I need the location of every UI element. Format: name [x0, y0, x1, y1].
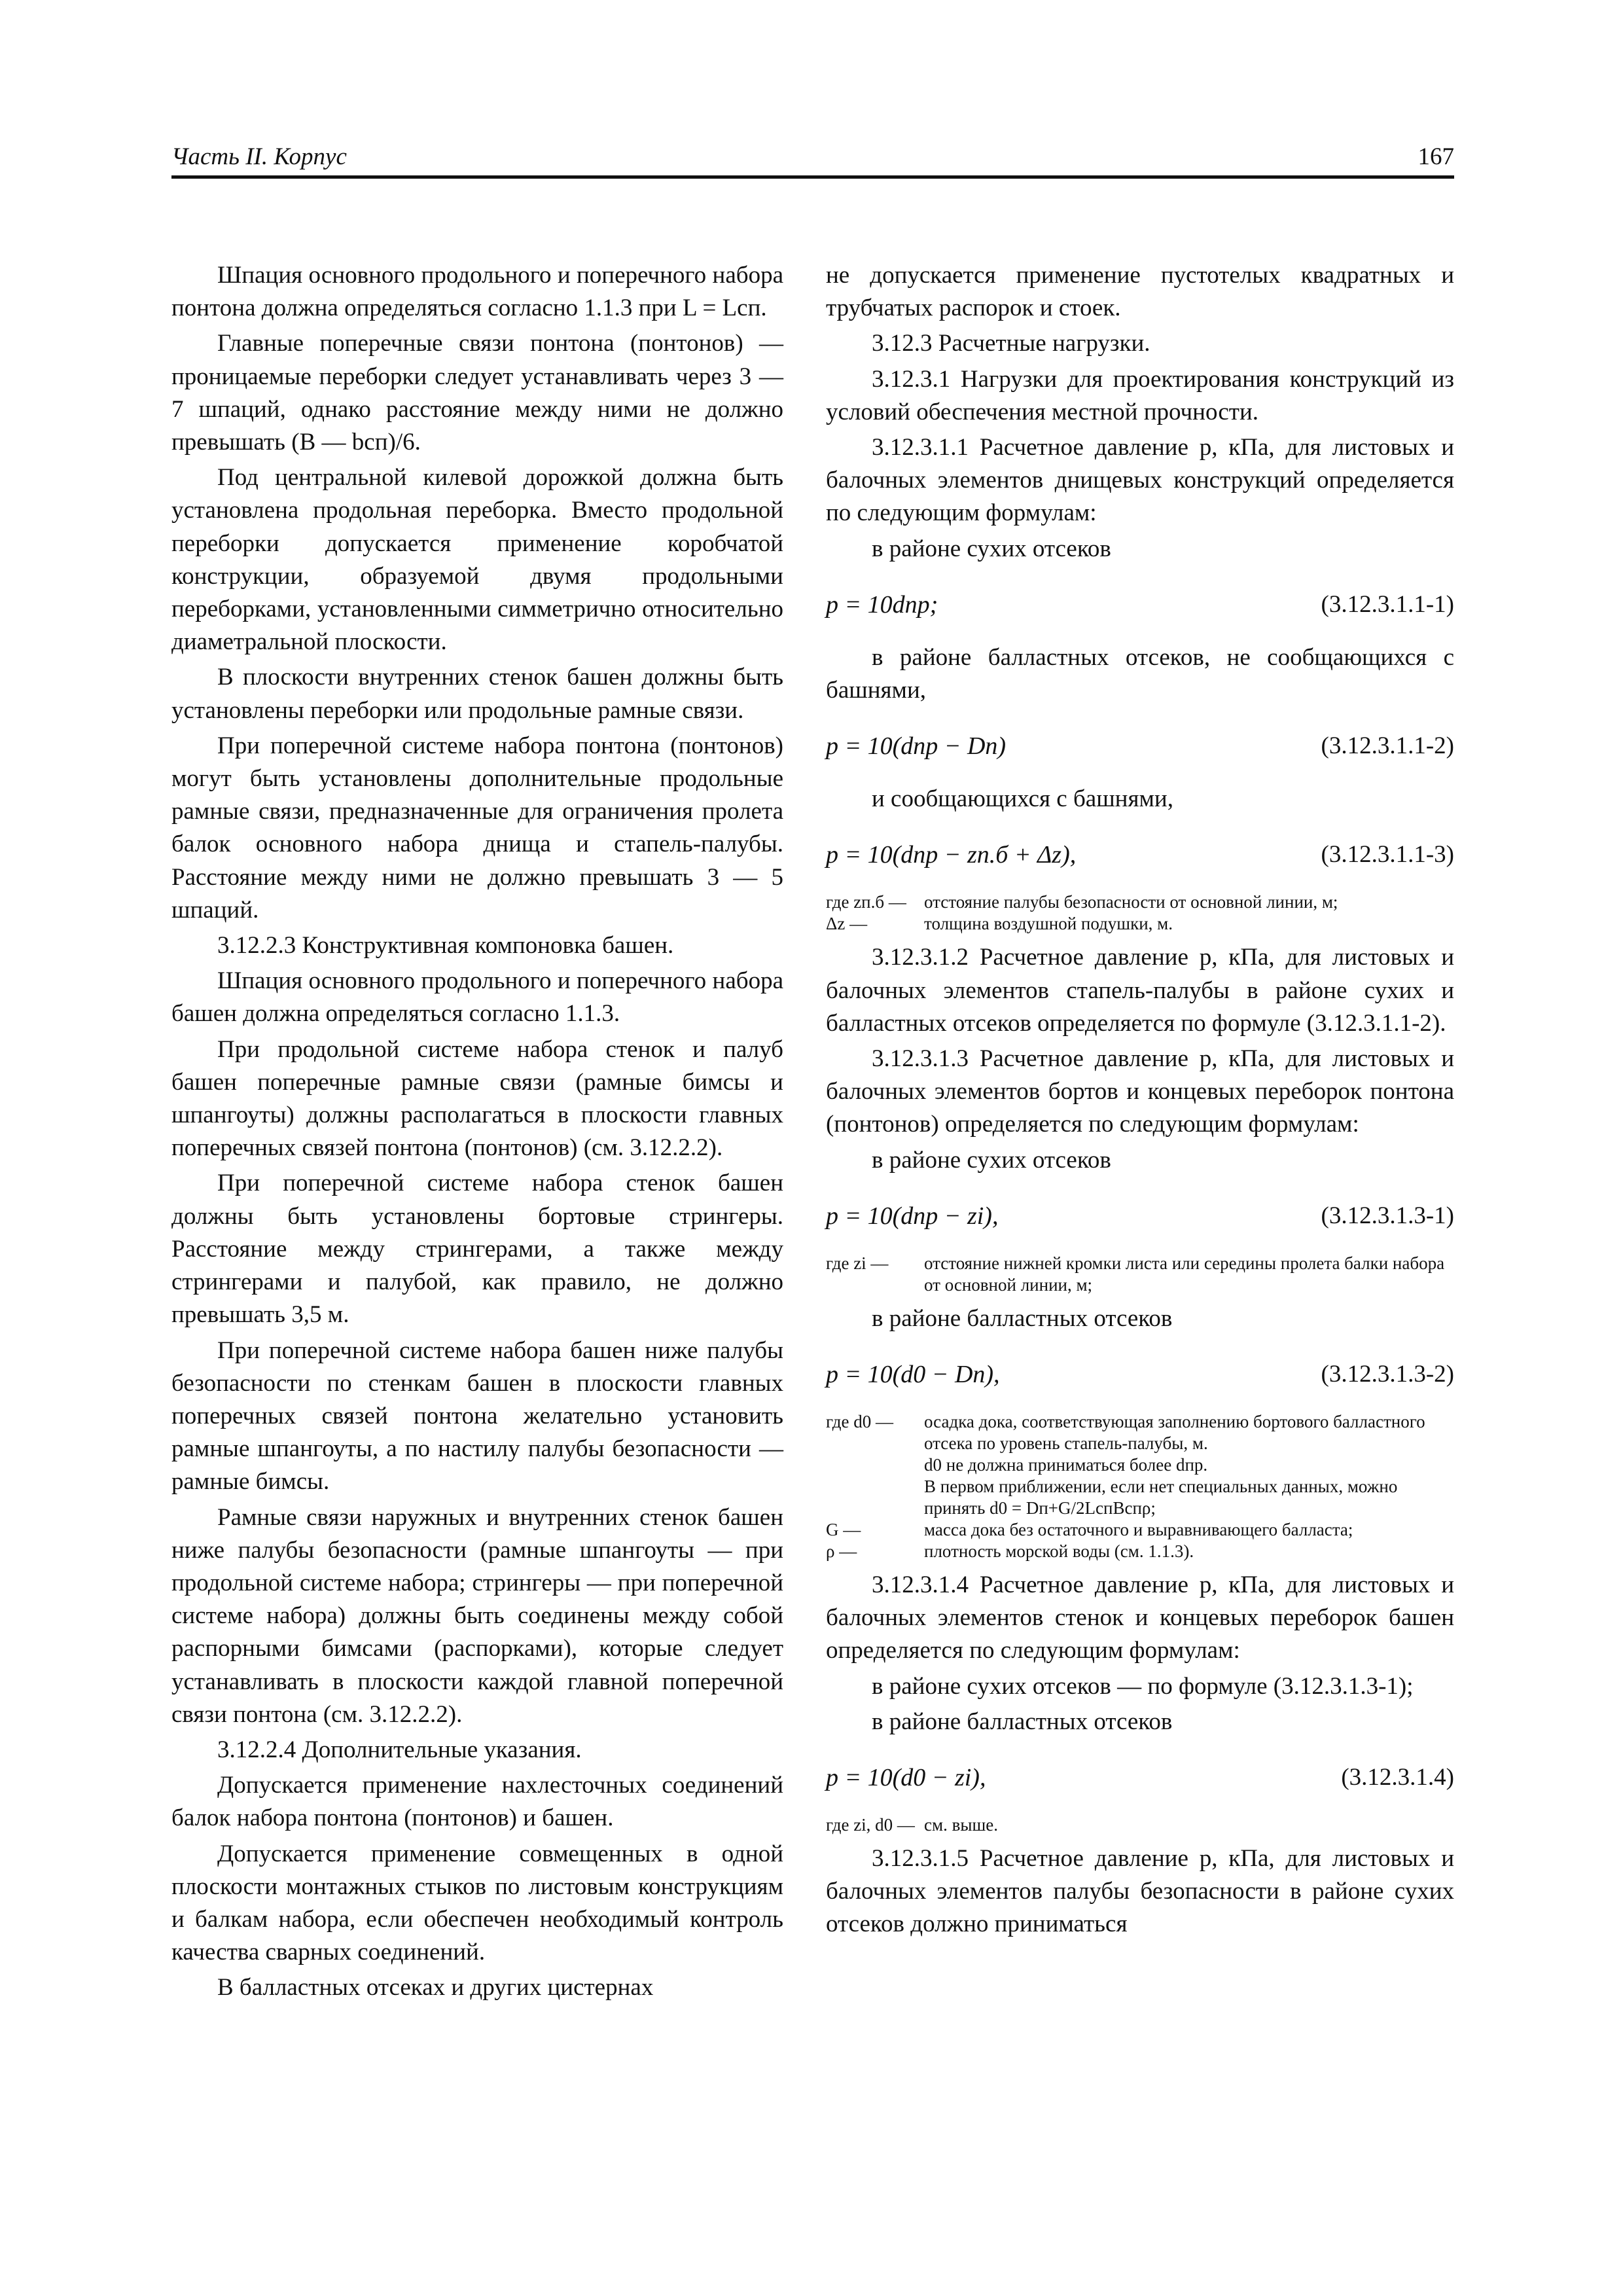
- definition-text: [924, 891, 1454, 913]
- definition-row: [826, 1519, 1454, 1541]
- definition-line: масса дока без остаточного и выравнивающего балласта;: [924, 1520, 1353, 1540]
- definition-symbol: где zп.б —: [826, 892, 906, 912]
- definition-row: [826, 1253, 1454, 1296]
- definition-text: [924, 1541, 1454, 1562]
- paragraph: Главные поперечные связи понтона (понтонов) — проницаемые переборки следует устанавливать через 3 — 7 шпаций, однако расстояние между ними не должно превышать (B — bсп)/6.: [171, 330, 783, 456]
- definition-line: отстояние нижней кромки листа или середины пролета балки набора от основной линии, м;: [924, 1253, 1445, 1295]
- paragraph: 3.12.3.1.2 Расчетное давление p, кПа, для листовых и балочных элементов стапель-палубы в районе сухих и балластных отсеков определяется по формуле (3.12.3.1.1-2).: [826, 944, 1454, 1037]
- definition-row: [826, 1541, 1454, 1562]
- paragraph: в районе балластных отсеков: [872, 1304, 1173, 1332]
- paragraph: в районе балластных отсеков: [872, 1708, 1173, 1735]
- definition-text: [924, 913, 1454, 935]
- left-column: [171, 259, 783, 2005]
- page-number: 167: [1418, 143, 1454, 170]
- paragraph: При поперечной системе набора понтона (понтонов) могут быть установлены дополнительные продольные рамные связи, предназначенные для ограничения пролета балок основного набора днища и стапель-палубы. Расстояние между ними не должно превышать 3 — 5 шпаций.: [171, 732, 783, 924]
- definition-line: d0 не должна приниматься более dпр.: [924, 1455, 1208, 1475]
- paragraph: в районе сухих отсеков: [872, 535, 1111, 562]
- paragraph: Шпация основного продольного и поперечного набора башен должна определяться согласно 1.1.3.: [171, 967, 783, 1028]
- paragraph: При поперечной системе набора стенок башен должны быть установлены бортовые стрингеры. Расстояние между стрингерами, а также между стрингерами и палубой, как правило, не должно превышать 3,5 м.: [171, 1170, 783, 1329]
- formula-expression: p = 10(dпр − zп.б + Δz),: [826, 841, 1077, 869]
- definition-symbol: G —: [826, 1520, 861, 1540]
- paragraph: 3.12.2.3 Конструктивная компоновка башен.: [217, 932, 674, 960]
- paragraph: Под центральной килевой дорожкой должна быть установлена продольная переборка. Вместо продольной переборки допускается применение коробчатой конструкции, образуемой двумя продольными переборками, установленными симметрично относительно диаметральной плоскости.: [171, 464, 783, 656]
- paragraph: 3.12.3.1.3 Расчетное давление p, кПа, для листовых и балочных элементов бортов и концевых переборок понтона (понтонов) определяется по следующим формулам:: [826, 1045, 1454, 1138]
- formula-number: (3.12.3.1.4): [1341, 1763, 1454, 1791]
- paragraph: 3.12.3.1.1 Расчетное давление p, кПа, для листовых и балочных элементов днищевых конструкций определяется по следующим формулам:: [826, 434, 1454, 527]
- formula-expression: p = 10dпр;: [826, 590, 938, 619]
- paragraph: в районе сухих отсеков: [872, 1146, 1111, 1174]
- paragraph: 3.12.3.1.4 Расчетное давление p, кПа, для листовых и балочных элементов стенок и концевых переборок башен определяется по следующим формулам:: [826, 1571, 1454, 1664]
- definition-row: [826, 891, 1454, 913]
- formula: [826, 823, 1454, 886]
- formula-number: (3.12.3.1.1-2): [1321, 732, 1454, 760]
- formula-expression: p = 10(dпр − zi),: [826, 1202, 999, 1230]
- paragraph: В балластных отсеках и других цистернах: [217, 1974, 654, 2001]
- header-title: Часть II. Корпус: [171, 143, 347, 170]
- definition-line: плотность морской воды (см. 1.1.3).: [924, 1541, 1194, 1562]
- definition-symbol: где zi, d0 —: [826, 1815, 915, 1835]
- definition-line: отстояние палубы безопасности от основной линии, м;: [924, 892, 1338, 912]
- header-rule: [171, 175, 1454, 179]
- formula: [826, 715, 1454, 778]
- formula-number: (3.12.3.1.1-1): [1321, 590, 1454, 618]
- running-header: [171, 143, 1454, 182]
- paragraph: 3.12.3.1.5 Расчетное давление p, кПа, для листовых и балочных элементов палубы безопасности в районе сухих отсеков должно приниматься: [826, 1845, 1454, 1938]
- paragraph: 3.12.3.1 Нагрузки для проектирования конструкций из условий обеспечения местной прочности.: [826, 365, 1454, 425]
- formula: [826, 573, 1454, 636]
- paragraph: 3.12.2.4 Дополнительные указания.: [217, 1736, 582, 1763]
- definition-text: [924, 1519, 1454, 1541]
- paragraph: Допускается применение нахлесточных соединений балок набора понтона (понтонов) и башен.: [171, 1772, 783, 1832]
- paragraph: в районе сухих отсеков — по формуле (3.12.3.1.3-1);: [872, 1672, 1414, 1700]
- definition-text: [924, 1411, 1454, 1519]
- definition-row: [826, 1814, 1454, 1836]
- formula-expression: p = 10(d0 − zi),: [826, 1763, 986, 1791]
- formula-number: (3.12.3.1.1-3): [1321, 841, 1454, 869]
- paragraph: При продольной системе набора стенок и палуб башен поперечные рамные связи (рамные бимсы и шпангоуты) должны располагаться в плоскости главных поперечных связей понтона (понтонов) (см. 3.12.2.2).: [171, 1035, 783, 1162]
- where-definitions: [826, 1253, 1454, 1296]
- paragraph: Рамные связи наружных и внутренних стенок башен ниже палубы безопасности (рамные шпангоуты — при продольной системе набора; стрингеры — при поперечной системе набора) должны быть соединены между собой распорными бимсами (распорками), которые следует устанавливать в плоскости каждой главной поперечной связи понтона (см. 3.12.2.2).: [171, 1503, 783, 1728]
- formula-number: (3.12.3.1.3-2): [1321, 1360, 1454, 1388]
- where-definitions: [826, 1814, 1454, 1836]
- definition-text: [924, 1814, 1454, 1836]
- right-column: [826, 259, 1454, 1941]
- paragraph: В плоскости внутренних стенок башен должны быть установлены переборки или продольные рамные связи.: [171, 664, 783, 724]
- definition-line: В первом приближении, если нет специальных данных, можно принять d0 = Dп+G/2LспBспρ;: [924, 1477, 1398, 1518]
- paragraph: Шпация основного продольного и поперечного набора понтона должна определяться согласно 1.1.3 при L = Lсп.: [171, 262, 783, 322]
- paragraph: При поперечной системе набора башен ниже палубы безопасности по стенкам башен в плоскости главных поперечных связей понтона желательно установить рамные шпангоуты, а по настилу палубы безопасности — рамные бимсы.: [171, 1336, 783, 1496]
- paragraph: не допускается применение пустотелых квадратных и трубчатых распорок и стоек.: [826, 262, 1454, 322]
- where-definitions: [826, 1411, 1454, 1562]
- formula: [826, 1746, 1454, 1809]
- definition-line: осадка дока, соответствующая заполнению бортового балластного отсека по уровень стапель-палубы, м.: [924, 1412, 1425, 1454]
- paragraph: 3.12.3 Расчетные нагрузки.: [872, 330, 1150, 357]
- definition-row: [826, 1411, 1454, 1519]
- formula: [826, 1185, 1454, 1247]
- definition-symbol: где d0 —: [826, 1412, 893, 1432]
- definition-line: см. выше.: [924, 1815, 998, 1835]
- where-definitions: [826, 891, 1454, 935]
- definition-symbol: Δz —: [826, 914, 868, 934]
- definition-line: толщина воздушной подушки, м.: [924, 914, 1173, 934]
- paragraph: Допускается применение совмещенных в одной плоскости монтажных стыков по листовым конструкциям и балкам набора, если обеспечен необходимый контроль качества сварных соединений.: [171, 1840, 783, 1966]
- definition-row: [826, 913, 1454, 935]
- definition-symbol: где zi —: [826, 1253, 889, 1273]
- formula-number: (3.12.3.1.3-1): [1321, 1202, 1454, 1229]
- definition-symbol: ρ —: [826, 1541, 857, 1562]
- paragraph: в районе балластных отсеков, не сообщающихся с башнями,: [826, 643, 1454, 704]
- formula: [826, 1343, 1454, 1406]
- formula-expression: p = 10(dпр − Dп): [826, 732, 1007, 761]
- formula-expression: p = 10(d0 − Dп),: [826, 1360, 1000, 1388]
- definition-text: [924, 1253, 1454, 1296]
- paragraph: и сообщающихся с башнями,: [872, 785, 1173, 813]
